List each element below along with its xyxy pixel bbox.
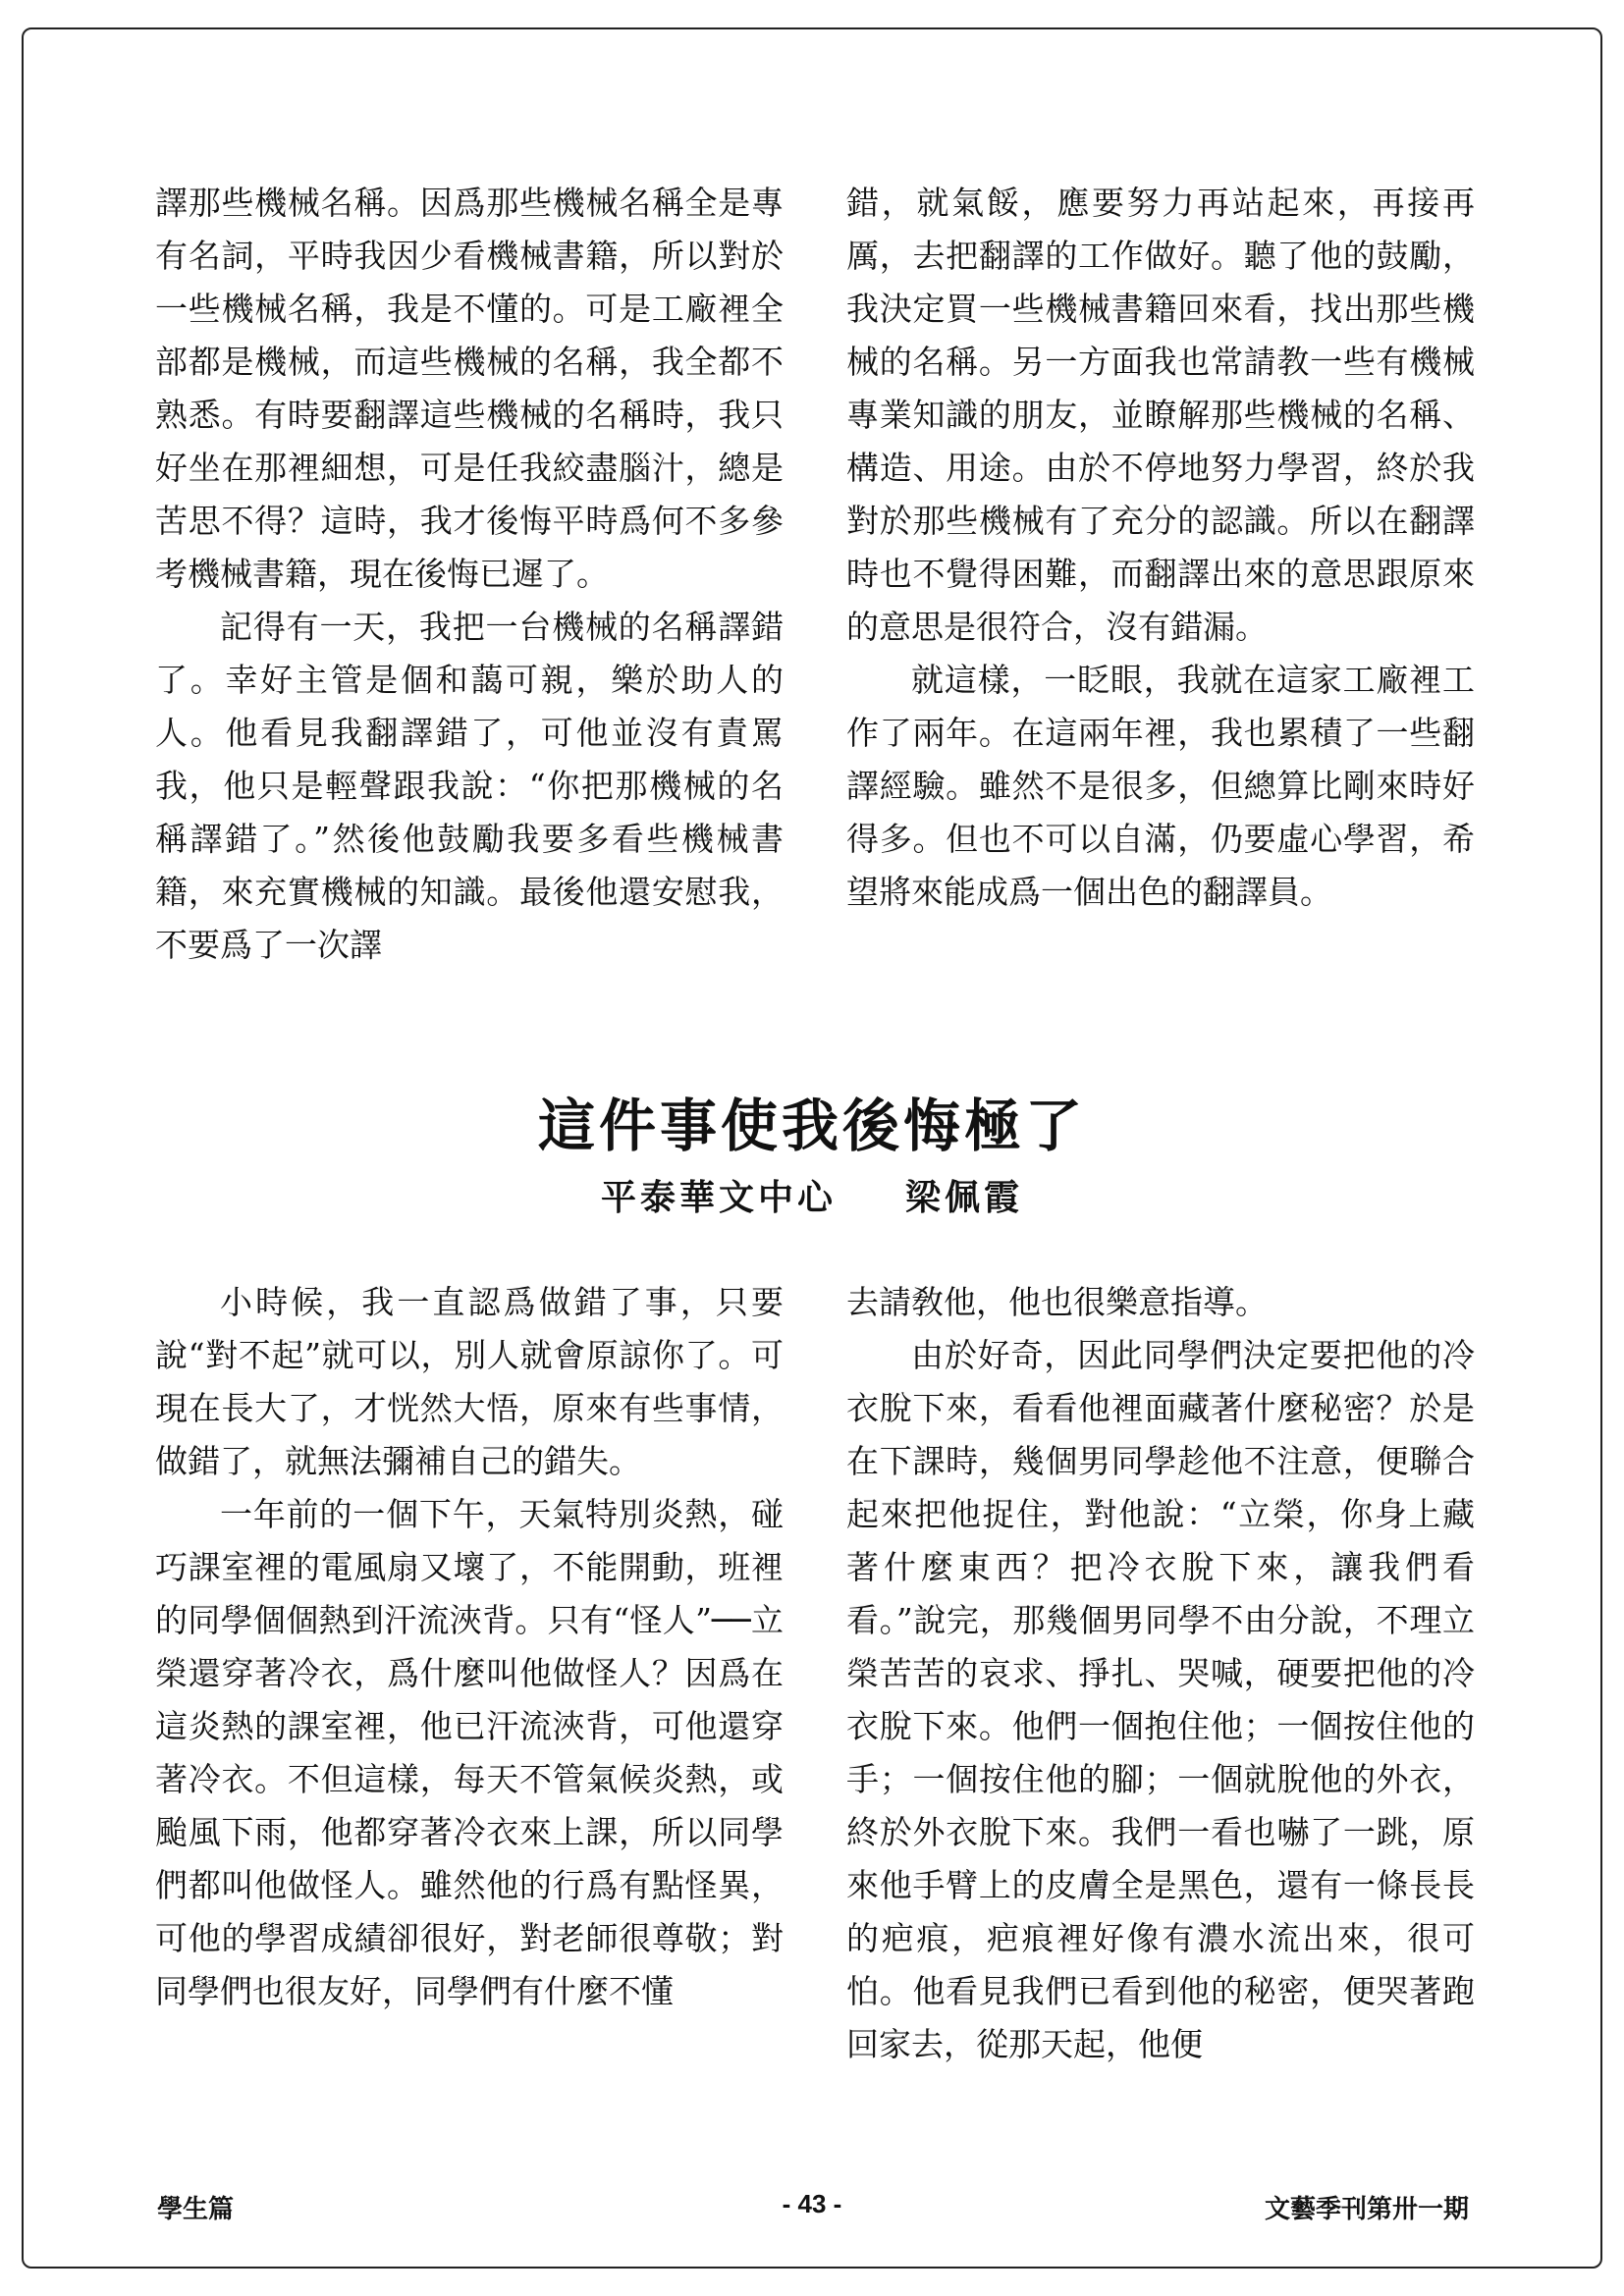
- footer-publication-label: 文藝季刊第卅一期: [1264, 2194, 1469, 2223]
- paragraph: 由於好奇，因此同學們決定要把他的冷衣脫下來，看看他裡面藏著什麼秘密？於是在下課時，幾個男同學趁他不注意，便聯合起來把他捉住，對他說：“立榮，你身上藏著什麼東西？把冷衣脫下來，讓我們看看。”說完，那幾個男同學不由分說，不理立榮苦苦的哀求、掙扎、哭喊，硬要把他的冷衣脫下來。他們一個抱住他；一個按住他的手；一個按住他的腳；一個就脫他的外衣，終於外衣脫下來。我們一看也嚇了一跳，原來他手臂上的皮膚全是黑色，還有一條長長的疤痕，疤痕裡好像有濃水流出來，很可怕。他看見我們已看到他的秘密，便哭著跑回家去，從那天起，他便: [846, 1336, 1475, 2063]
- continued-article-right-column: [846, 177, 1475, 919]
- byline: [0, 1170, 1624, 1220]
- paragraph: 小時候，我一直認爲做錯了事，只要說“對不起”就可以，別人就會原諒你了。可現在長大了，才恍然大悟，原來有些事情，做錯了，就無法彌補自己的錯失。: [155, 1283, 784, 1480]
- paragraph: 錯，就氣餒，應要努力再站起來，再接再厲，去把翻譯的工作做好。聽了他的鼓勵，我決定買一些機械書籍回來看，找出那些機械的名稱。另一方面我也常請教一些有機械專業知識的朋友，並瞭解那些機械的名稱、構造、用途。由於不停地努力學習，終於我對於那些機械有了充分的認識。所以在翻譯時也不覺得困難，而翻譯出來的意思跟原來的意思是很符合，沒有錯漏。: [846, 184, 1475, 646]
- page-number: - 43 -: [782, 2189, 842, 2218]
- footer-section-label: 學生篇: [157, 2194, 235, 2223]
- byline-school: 平泰華文中心: [600, 1177, 837, 1218]
- paragraph: 譯那些機械名稱。因爲那些機械名稱全是專有名詞，平時我因少看機械書籍，所以對於一些機械名稱，我是不懂的。可是工廠裡全部都是機械，而這些機械的名稱，我全都不熟悉。有時要翻譯這些機械的名稱時，我只好坐在那裡細想，可是任我絞盡腦汁，總是苦思不得？這時，我才後悔平時爲何不多參考機械書籍，現在後悔已遲了。: [155, 184, 784, 593]
- continued-article-left-column: [155, 177, 784, 972]
- article-left-column: [155, 1276, 784, 2018]
- paragraph: 就這樣，一眨眼，我就在這家工廠裡工作了兩年。在這兩年裡，我也累積了一些翻譯經驗。雖然不是很多，但總算比剛來時好得多。但也不可以自滿，仍要虛心學習，希望將來能成爲一個出色的翻譯員。: [846, 661, 1475, 911]
- byline-author: 梁佩霞: [905, 1177, 1024, 1218]
- article-title: 這件事使我後悔極了: [537, 1093, 1086, 1159]
- paragraph: 一年前的一個下午，天氣特別炎熱，碰巧課室裡的電風扇又壞了，不能開動，班裡的同學個個熱到汗流浹背。只有“怪人”──立榮還穿著冷衣，爲什麼叫他做怪人？因爲在這炎熱的課室裡，他已汗流浹背，可他還穿著冷衣。不但這樣，每天不管氣候炎熱，或颱風下雨，他都穿著冷衣來上課，所以同學們都叫他做怪人。雖然他的行爲有點怪異，可他的學習成績卻很好，對老師很尊敬；對同學們也很友好，同學們有什麼不懂: [155, 1495, 784, 2010]
- paragraph: 記得有一天，我把一台機械的名稱譯錯了。幸好主管是個和藹可親，樂於助人的人。他看見我翻譯錯了，可他並沒有責罵我，他只是輕聲跟我說：“你把那機械的名稱譯錯了。”然後他鼓勵我要多看些機械書籍，來充實機械的知識。最後他還安慰我，不要爲了一次譯: [155, 608, 784, 964]
- paragraph: 去請敎他，他也很樂意指導。: [846, 1283, 1268, 1321]
- article-right-column: [846, 1276, 1475, 2071]
